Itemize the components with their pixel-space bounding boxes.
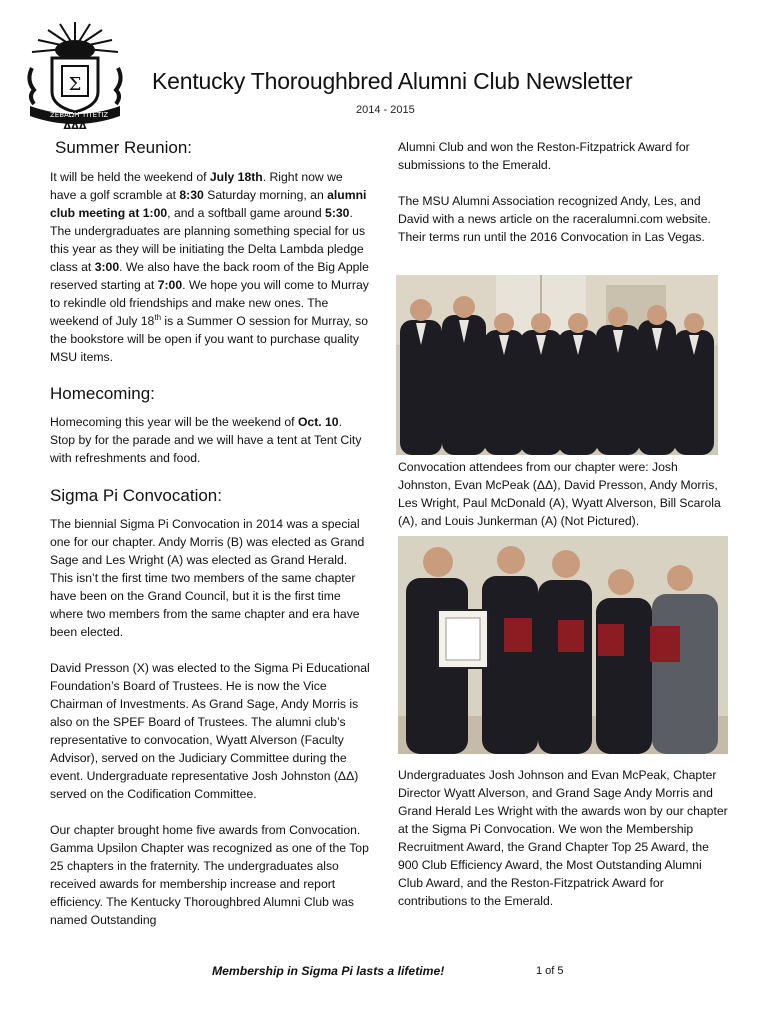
crest-banner-right: TITETIZ	[82, 111, 109, 119]
sigma-pi-crest-icon	[24, 18, 126, 130]
crest-banner-left: ZEBAΩH	[50, 111, 80, 119]
summer-reunion-text: It will be held the weekend of July 18th. Right now we have a golf scramble at 8:30 Saturday morning, an alumni club meeting at 1:00, and a softball game around 5:30. The undergraduates are planning something special for us this year as they will be initiating the Delta Lambda pledge class at 3:00. We also have the back room of the Big Apple reserved starting at 7:00. We hope you will come to Murray to rekindle old friendships and make new ones. The weekend of July 18th is a Summer O session for Murray, so the bookstore will be open if you want to purchase quality MSU items.	[50, 170, 369, 364]
page-number: 1 of 5	[536, 965, 564, 977]
right-column	[398, 138, 728, 246]
convocation-paragraph-1: The biennial Sigma Pi Convocation in 2014 was a special one for our chapter. Andy Morris (B) was elected as Grand Sage and Les Wright (A) was elected as Grand Herald. This isn’t the first time two members of the same chapter have been on the Grand Council, but it is the first time where two members from the same chapter and era have been elected.	[50, 517, 365, 639]
award-winners-photo	[398, 536, 728, 754]
right-paragraph-2: The MSU Alumni Association recognized Andy, Les, and David with a news article on the raceralumni.com website. Their terms run until the 2016 Convocation in Las Vegas.	[398, 194, 711, 244]
summer-reunion-heading: Summer Reunion:	[55, 138, 193, 157]
award-photo-caption: Undergraduates Josh Johnson and Evan McPeak, Chapter Director Wyatt Alverson, and Grand Sage Andy Morris and Grand Herald Les Wright with the awards won by our chapter at the Sigma Pi Convocation. We won the Membership Recruitment Award, the Grand Chapter Top 25 Award, the 900 Club Efficiency Award, the Most Outstanding Alumni Club Award, and the Reston-Fitzpatrick Award for contributions to the Emerald.	[398, 768, 728, 908]
left-column	[50, 138, 370, 929]
convocation-photo-caption: Convocation attendees from our chapter were: Josh Johnston, Evan McPeak (ΔΔ), David Presson, Andy Morris, Les Wright, Paul McDonald (A), Wyatt Alverson, Bill Scarola (A), and Louis Junkerman (A) (Not Pictured).	[398, 460, 721, 528]
convocation-heading: Sigma Pi Convocation:	[50, 486, 222, 505]
crest-base: ΔΔΔ	[63, 121, 87, 130]
convocation-paragraph-3: Our chapter brought home five awards from Convocation. Gamma Upsilon Chapter was recognized as one of the Top 25 chapters in the fraternity. The undergraduates also received awards for membership increase and report efficiency. The Kentucky Thoroughbred Alumni Club was named Outstanding	[50, 823, 369, 927]
homecoming-text: Homecoming this year will be the weekend of Oct. 10. Stop by for the parade and we will have a tent at Tent City with refreshments and food.	[50, 415, 362, 465]
homecoming-heading: Homecoming:	[50, 384, 155, 403]
svg-text:Σ: Σ	[68, 74, 82, 95]
convocation-paragraph-2: David Presson (X) was elected to the Sigma Pi Educational Foundation’s Board of Trustees. He is now the Vice Chairman of Investments. As Grand Sage, Andy Morris is also on the SPEF Board of Trustees. The alumni club’s representative to convocation, Wyatt Alverson (Faculty Advisor), served on the Judiciary Committee during the event. Undergraduate representative Josh Johnston (ΔΔ) served on the Codification Committee.	[50, 661, 370, 801]
right-paragraph-1: Alumni Club and won the Reston-Fitzpatrick Award for submissions to the Emerald.	[398, 140, 690, 172]
newsletter-years: 2014 - 2015	[356, 104, 415, 116]
newsletter-title: Kentucky Thoroughbred Alumni Club Newsletter	[152, 68, 633, 94]
footer-motto: Membership in Sigma Pi lasts a lifetime!	[212, 964, 445, 978]
convocation-group-photo	[396, 275, 718, 455]
